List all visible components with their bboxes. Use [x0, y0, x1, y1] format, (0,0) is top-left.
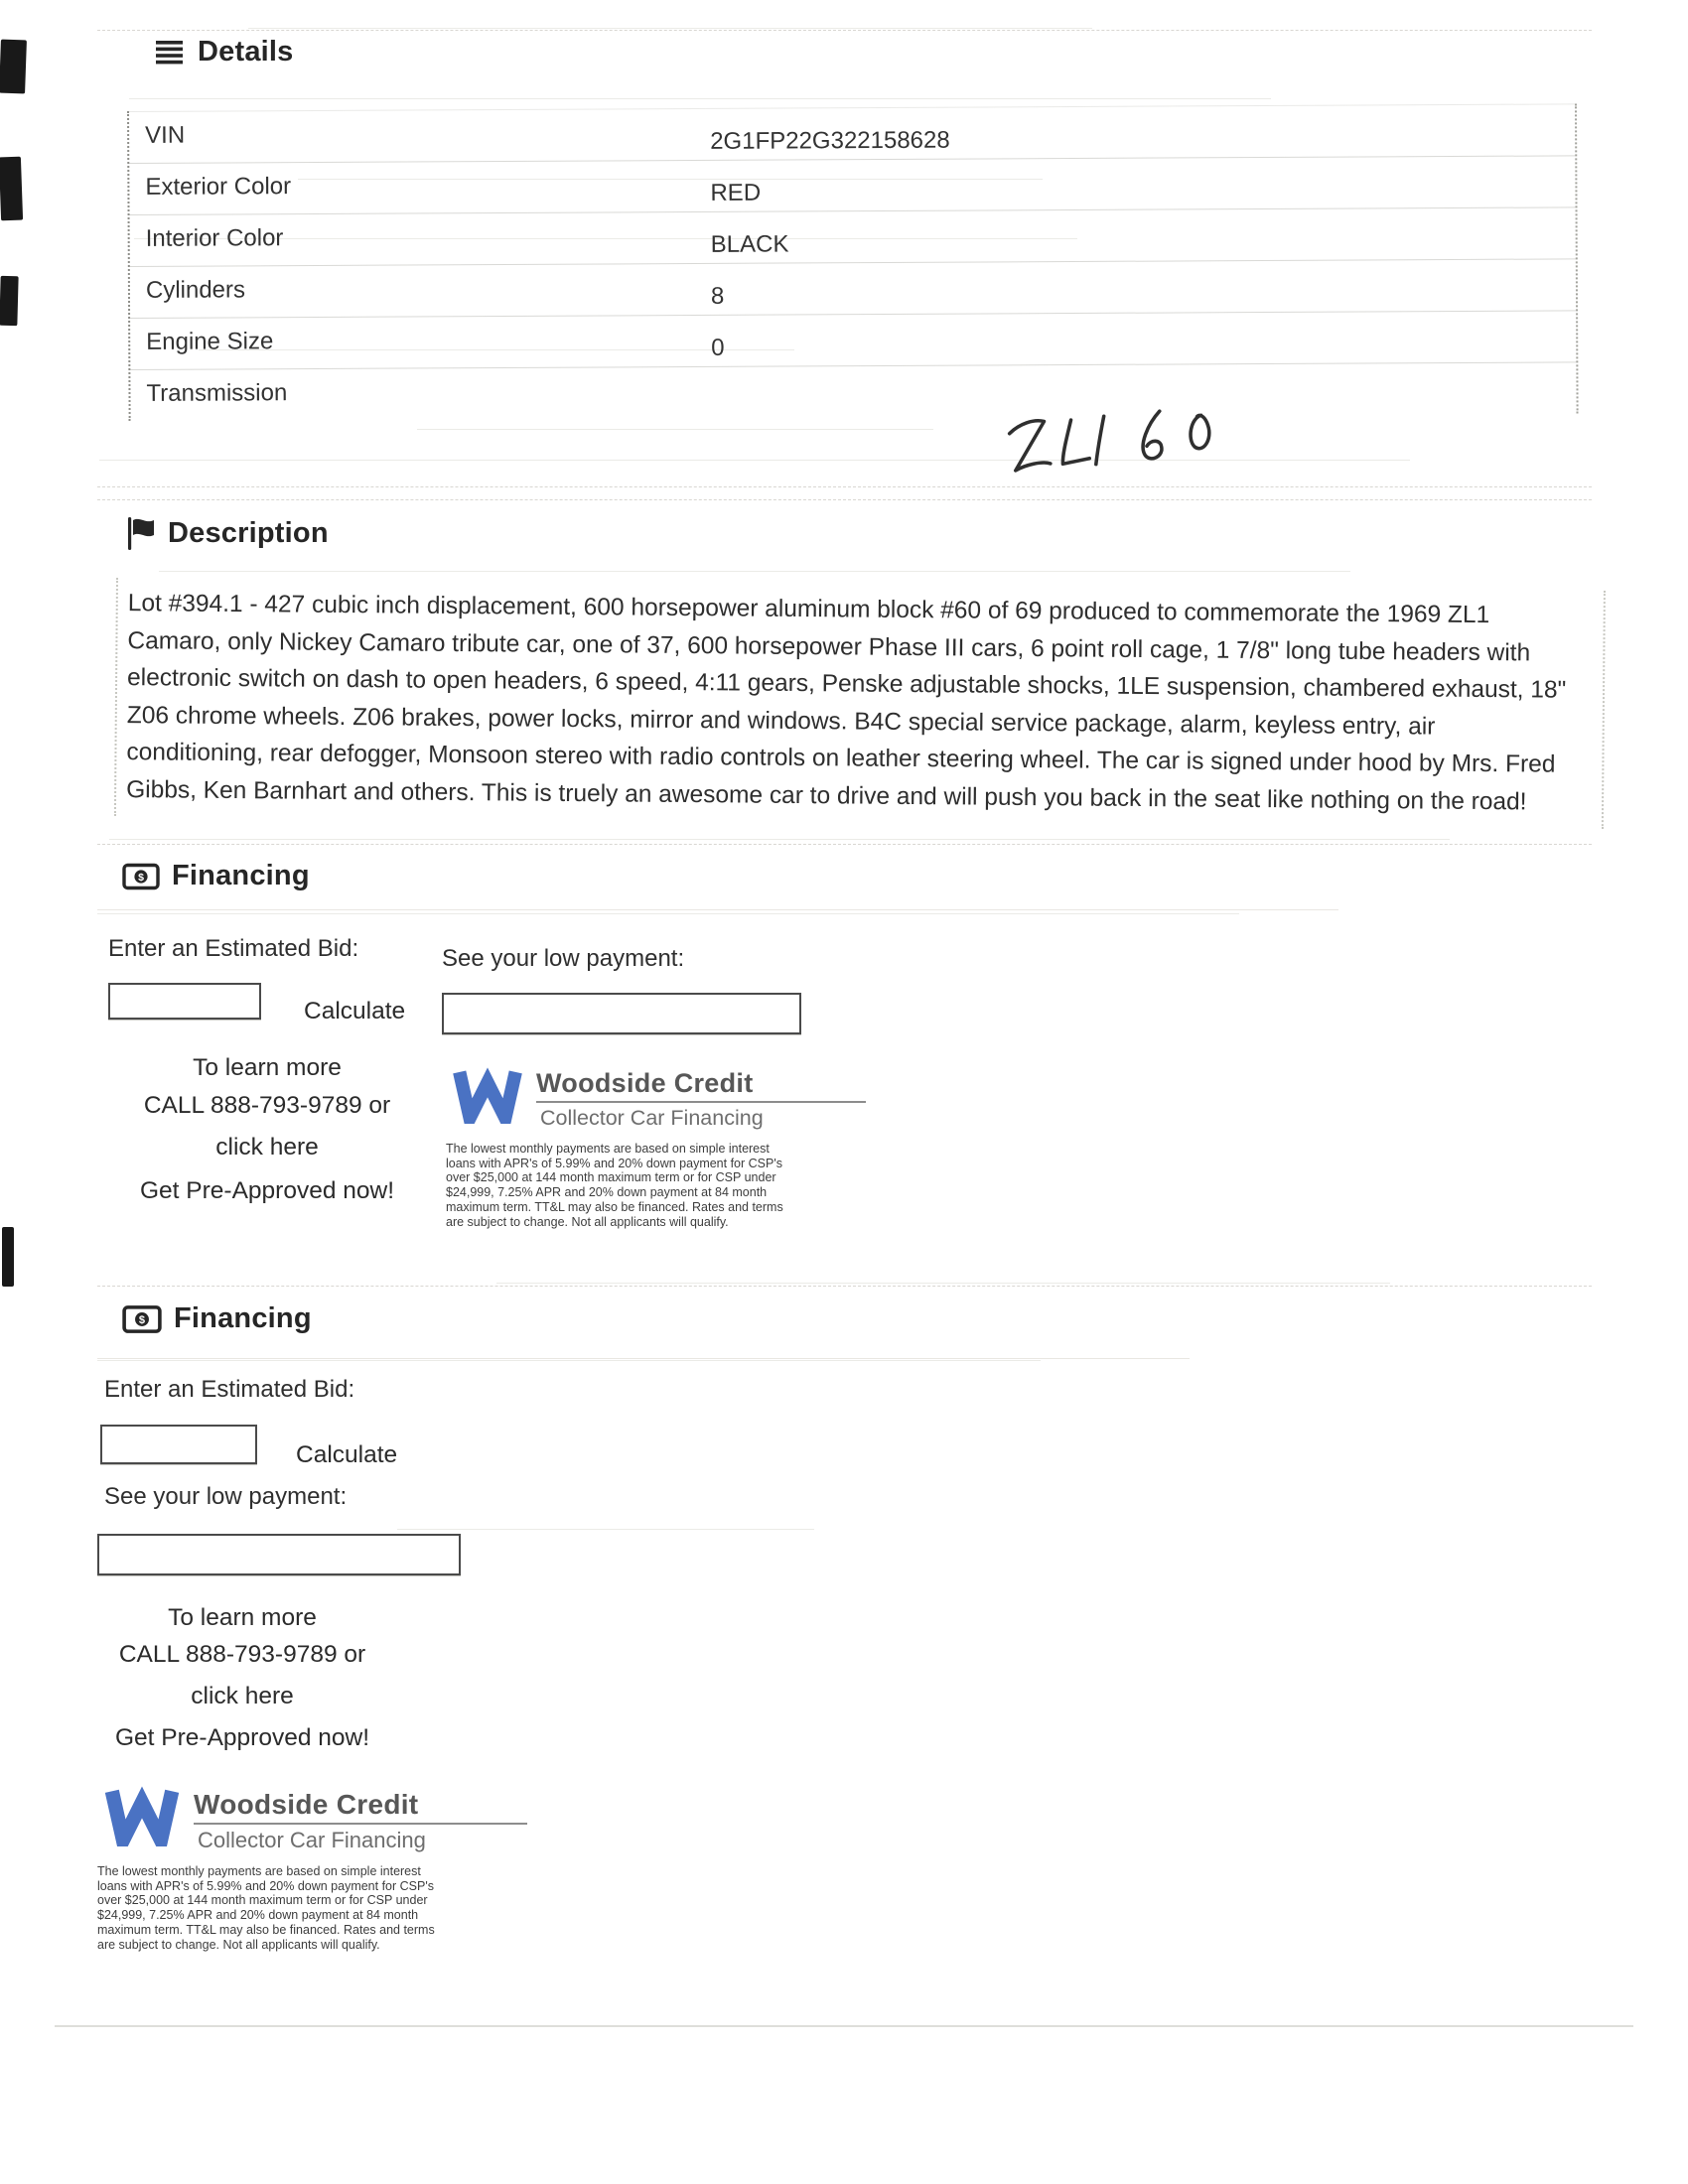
scan-streak	[159, 571, 1350, 572]
description-line: electronic switch on dash to open headers, 6 speed, 4:11 gears, Penske adjustable shocks, 1LE suspension, chambered exhaust, 18"	[127, 664, 1567, 704]
row-value: 0	[711, 334, 725, 361]
svg-text:$: $	[138, 1313, 146, 1326]
preapproved-link[interactable]: Get Pre-Approved now!	[139, 1177, 395, 1204]
scan-edge-mark	[0, 276, 19, 326]
scan-streak	[417, 429, 933, 430]
disclaimer-line: $24,999, 7.25% APR and 20% down payment at 84 month	[97, 1908, 419, 1923]
scan-streak	[109, 839, 1450, 840]
disclaimer-line: The lowest monthly payments are based on simple interest	[97, 1864, 421, 1878]
click-here-link[interactable]: click here	[215, 1134, 319, 1160]
bid-input[interactable]	[100, 1425, 257, 1464]
section-border	[97, 486, 1592, 487]
logo-tagline: Collector Car Financing	[198, 1828, 426, 1852]
row-label: Cylinders	[145, 276, 246, 304]
description-line: Camaro, only Nickey Camaro tribute car, one of 37, 600 horsepower Phase III cars, 6 point roll cage, 1 7/8" long tube headers with	[127, 626, 1531, 666]
money-icon	[122, 1304, 162, 1334]
disclaimer-line: are subject to change. Not all applicants will qualify.	[97, 1937, 380, 1952]
section-border	[97, 30, 1592, 31]
row-label: VIN	[145, 121, 186, 149]
description-line: Z06 chrome wheels. Z06 brakes, power locks, mirror and windows. B4C special service package, alarm, keyless entry, air	[126, 701, 1436, 741]
disclaimer-line: loans with APR's of 5.99% and 20% down payment for CSP's	[446, 1156, 782, 1170]
disclaimer-line: are subject to change. Not all applicants will qualify.	[446, 1214, 729, 1229]
scan-streak	[97, 913, 1239, 914]
logo-rule	[536, 1101, 866, 1103]
row-label: Interior Color	[145, 224, 284, 252]
description-line: Lot #394.1 - 427 cubic inch displacement, 600 horsepower aluminum block #60 of 69 produced to commemorate the 1969 ZL1	[127, 590, 1490, 629]
bid-input[interactable]	[108, 983, 261, 1020]
scan-edge-mark	[0, 40, 27, 94]
payment-label: See your low payment:	[104, 1483, 348, 1510]
description-header	[126, 514, 329, 552]
description-line: conditioning, rear defogger, Monsoon stereo with radio controls on leather steering wheel. The car is signed under hood by Mrs. Fred	[126, 739, 1556, 778]
scan-streak	[248, 28, 1092, 29]
financing-title: Financing	[174, 1302, 312, 1334]
table-row	[130, 361, 1576, 421]
disclaimer-line: loans with APR's of 5.99% and 20% down payment for CSP's	[97, 1878, 434, 1893]
row-label: Transmission	[146, 379, 288, 407]
money-icon	[122, 863, 160, 890]
woodside-w-icon	[449, 1066, 526, 1124]
handwriting-zl1-60	[996, 396, 1248, 493]
table-row	[129, 103, 1575, 163]
disclaimer-line: over $25,000 at 144 month maximum term or for CSP under	[97, 1893, 428, 1908]
payment-input[interactable]	[442, 993, 801, 1034]
handwritten-note	[996, 396, 1248, 498]
flag-icon	[126, 514, 156, 552]
table-row	[129, 155, 1575, 214]
svg-text:$: $	[138, 871, 144, 884]
payment-input[interactable]	[97, 1534, 461, 1575]
logo-tagline: Collector Car Financing	[540, 1106, 764, 1130]
calculate-button[interactable]: Calculate	[304, 998, 406, 1024]
financing-title: Financing	[172, 860, 310, 891]
section-border	[97, 499, 1592, 500]
section-border	[97, 1358, 1190, 1359]
logo-rule	[194, 1823, 527, 1825]
learn-more-text: To learn more	[193, 1054, 342, 1081]
click-here-link[interactable]: click here	[191, 1683, 294, 1709]
calculate-button[interactable]: Calculate	[296, 1441, 398, 1468]
section-border	[97, 844, 1592, 845]
woodside-w-icon	[100, 1785, 184, 1846]
financing-disclaimer	[97, 1864, 455, 1952]
table-row	[130, 310, 1576, 369]
table-row	[130, 206, 1576, 266]
logo-name: Woodside Credit	[194, 1789, 419, 1820]
scan-streak	[97, 1360, 1041, 1361]
description-text	[114, 578, 1606, 829]
logo-name: Woodside Credit	[536, 1068, 754, 1098]
preapproved-link[interactable]: Get Pre-Approved now!	[114, 1724, 370, 1751]
description-title: Description	[168, 516, 329, 549]
learn-more-block	[94, 1054, 440, 1213]
disclaimer-line: maximum term. TT&L may also be financed. Rates and terms	[446, 1199, 783, 1214]
description-line: Gibbs, Ken Barnhart and others. This is truely an awesome car to drive and will push you back in the seat like nothing on the road!	[126, 775, 1527, 815]
disclaimer-line: The lowest monthly payments are based on simple interest	[446, 1142, 770, 1156]
row-value: 8	[710, 282, 725, 310]
details-title: Details	[198, 36, 294, 68]
financing-header	[122, 1302, 312, 1335]
scan-edge-mark	[0, 157, 23, 221]
section-border	[97, 909, 1338, 910]
financing-disclaimer	[446, 1142, 803, 1229]
scan-streak	[496, 1283, 1390, 1284]
bid-label: Enter an Estimated Bid:	[104, 1376, 355, 1403]
scan-streak	[129, 98, 1271, 99]
table-row	[130, 258, 1576, 318]
disclaimer-line: maximum term. TT&L may also be financed. Rates and terms	[97, 1922, 435, 1937]
scan-edge-mark	[2, 1227, 14, 1287]
details-table	[127, 103, 1579, 421]
row-label: Engine Size	[146, 328, 274, 355]
details-header	[156, 36, 294, 68]
learn-more-block	[60, 1604, 425, 1763]
row-value: BLACK	[710, 230, 789, 258]
call-phone-text: CALL 888-793-9789 or	[143, 1092, 391, 1119]
row-value: 2G1FP22G322158628	[710, 126, 950, 155]
bid-label: Enter an Estimated Bid:	[108, 935, 359, 962]
payment-label: See your low payment:	[442, 945, 685, 972]
learn-more-text: To learn more	[168, 1604, 317, 1631]
section-border	[97, 1286, 1592, 1287]
list-icon	[156, 39, 186, 66]
call-phone-text: CALL 888-793-9789 or	[118, 1641, 366, 1668]
scan-bottom-line	[55, 2025, 1633, 2027]
financing-header	[122, 860, 310, 892]
disclaimer-line: over $25,000 at 144 month maximum term or for CSP under	[446, 1170, 776, 1185]
disclaimer-line: $24,999, 7.25% APR and 20% down payment at 84 month	[446, 1185, 768, 1200]
scan-streak	[397, 1529, 814, 1530]
row-label: Exterior Color	[145, 173, 292, 201]
row-value: RED	[710, 179, 762, 206]
